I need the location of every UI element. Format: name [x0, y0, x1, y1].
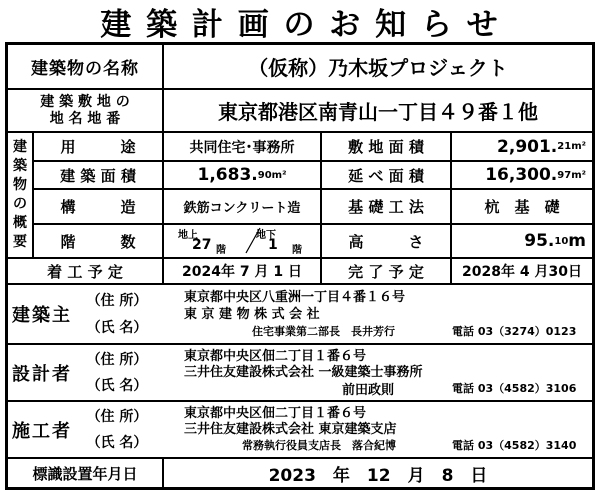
owner-name-label: （氏 名） [86, 320, 148, 336]
designer-label: 設計者 [12, 363, 72, 385]
sign-date-value: 2023 年 12 月 8 日 [268, 465, 488, 486]
building-area-unit: m² [271, 169, 287, 181]
height-number: 95. [524, 231, 555, 251]
overview-char: 要 [13, 234, 27, 250]
height-unit: m [568, 231, 586, 251]
overview-char: 築 [13, 158, 27, 174]
contractor-label: 施工者 [12, 420, 72, 442]
floors-above-label: 地上 [178, 230, 198, 241]
designer-address: 東京都中央区佃二丁目１番６号 [184, 349, 367, 363]
start-label: 着 工 予 定 [47, 262, 123, 281]
site-area-label: 敷 地 面 積 [348, 138, 424, 156]
designer-phone: 電話 03（4582）3106 [452, 382, 577, 395]
floors-below-value: 1 [268, 237, 278, 253]
contractor-phone: 電話 03（4582）3140 [452, 439, 577, 452]
contractor-company: 三井住友建設株式会社 東京建築支店 [184, 422, 397, 436]
owner-person: 住宅事業第二部長 長井芳行 [252, 325, 395, 338]
foundation-value: 杭 基 礎 [484, 198, 560, 216]
sign-date-label: 標識設置年月日 [32, 464, 138, 483]
designer-address-label: （住 所） [86, 352, 148, 368]
structure-label: 構 造 [60, 198, 136, 216]
building-area-decimal: 90 [257, 169, 272, 181]
site-location-label-line1: 建 築 敷 地 の [40, 93, 130, 110]
floors-value [164, 225, 320, 257]
owner-label: 建築主 [12, 305, 72, 326]
total-floor-area-unit: m² [571, 169, 586, 181]
foundation-label: 基 礎 工 法 [348, 198, 424, 216]
height-label: 高 さ [348, 232, 424, 251]
designer-name-label: （氏 名） [86, 378, 148, 394]
floors-above-value: 27 [192, 237, 212, 253]
floors-label: 階 数 [60, 232, 136, 251]
owner-phone: 電話 03（3274）0123 [452, 325, 577, 338]
overview-char: 物 [13, 177, 27, 193]
building-overview-label [8, 133, 32, 257]
building-area-label: 建 築 面 積 [60, 166, 136, 185]
building-area-value [164, 162, 320, 188]
structure-value: 鉄筋コンクリート造 [183, 201, 301, 216]
floors-below-unit: 階 [292, 245, 302, 256]
completion-label: 完 了 予 定 [348, 262, 424, 281]
start-value: 2024年 7 月 1 日 [182, 264, 302, 280]
site-location-value: 東京都港区南青山一丁目４９番１他 [218, 100, 538, 124]
site-area-value [452, 133, 592, 160]
total-floor-area-number: 16,300. [485, 165, 558, 185]
owner-company: 東 京 建 物 株 式 会 社 [184, 307, 320, 321]
building-area-number: 1,683. [197, 165, 258, 185]
completion-value: 2028年 4 月30日 [462, 264, 582, 280]
sign-title: 建 築 計 画 の お 知 ら せ [100, 6, 500, 42]
overview-char: 建 [13, 139, 27, 155]
total-floor-area-label: 延 べ 面 積 [348, 166, 424, 185]
contractor-name-label: （氏 名） [86, 435, 148, 451]
floors-below-label: 地下 [256, 230, 276, 241]
site-area-number: 2,901. [497, 136, 558, 157]
overview-char: 概 [13, 215, 27, 231]
height-value [452, 225, 592, 257]
total-floor-area-value [452, 162, 592, 188]
contractor-address: 東京都中央区佃二丁目１番６号 [184, 406, 367, 420]
floors-above-unit: 階 [216, 245, 226, 256]
site-area-unit: m² [571, 141, 586, 152]
use-label: 用 途 [60, 138, 136, 156]
site-location-label-line2: 地 名 地 番 [49, 110, 121, 127]
designer-person: 前田政則 [342, 382, 395, 397]
contractor-address-label: （住 所） [86, 409, 148, 425]
use-value: 共同住宅･事務所 [189, 139, 295, 156]
site-area-decimal: 21 [557, 141, 572, 152]
height-decimal: 10 [554, 235, 569, 247]
building-name-value: （仮称）乃木坂プロジェクト [248, 56, 508, 80]
designer-company: 三井住友建設株式会社 一級建築士事務所 [184, 365, 423, 379]
owner-address-label: （住 所） [86, 293, 148, 309]
owner-address: 東京都中央区八重洲一丁目４番１６号 [184, 290, 406, 304]
building-name-label: 建築物の名称 [31, 59, 139, 79]
contractor-person: 常務執行役員支店長 落合紀博 [242, 439, 396, 452]
overview-char: の [13, 196, 27, 212]
site-location-label [8, 90, 162, 131]
total-floor-area-decimal: 97 [557, 169, 572, 181]
